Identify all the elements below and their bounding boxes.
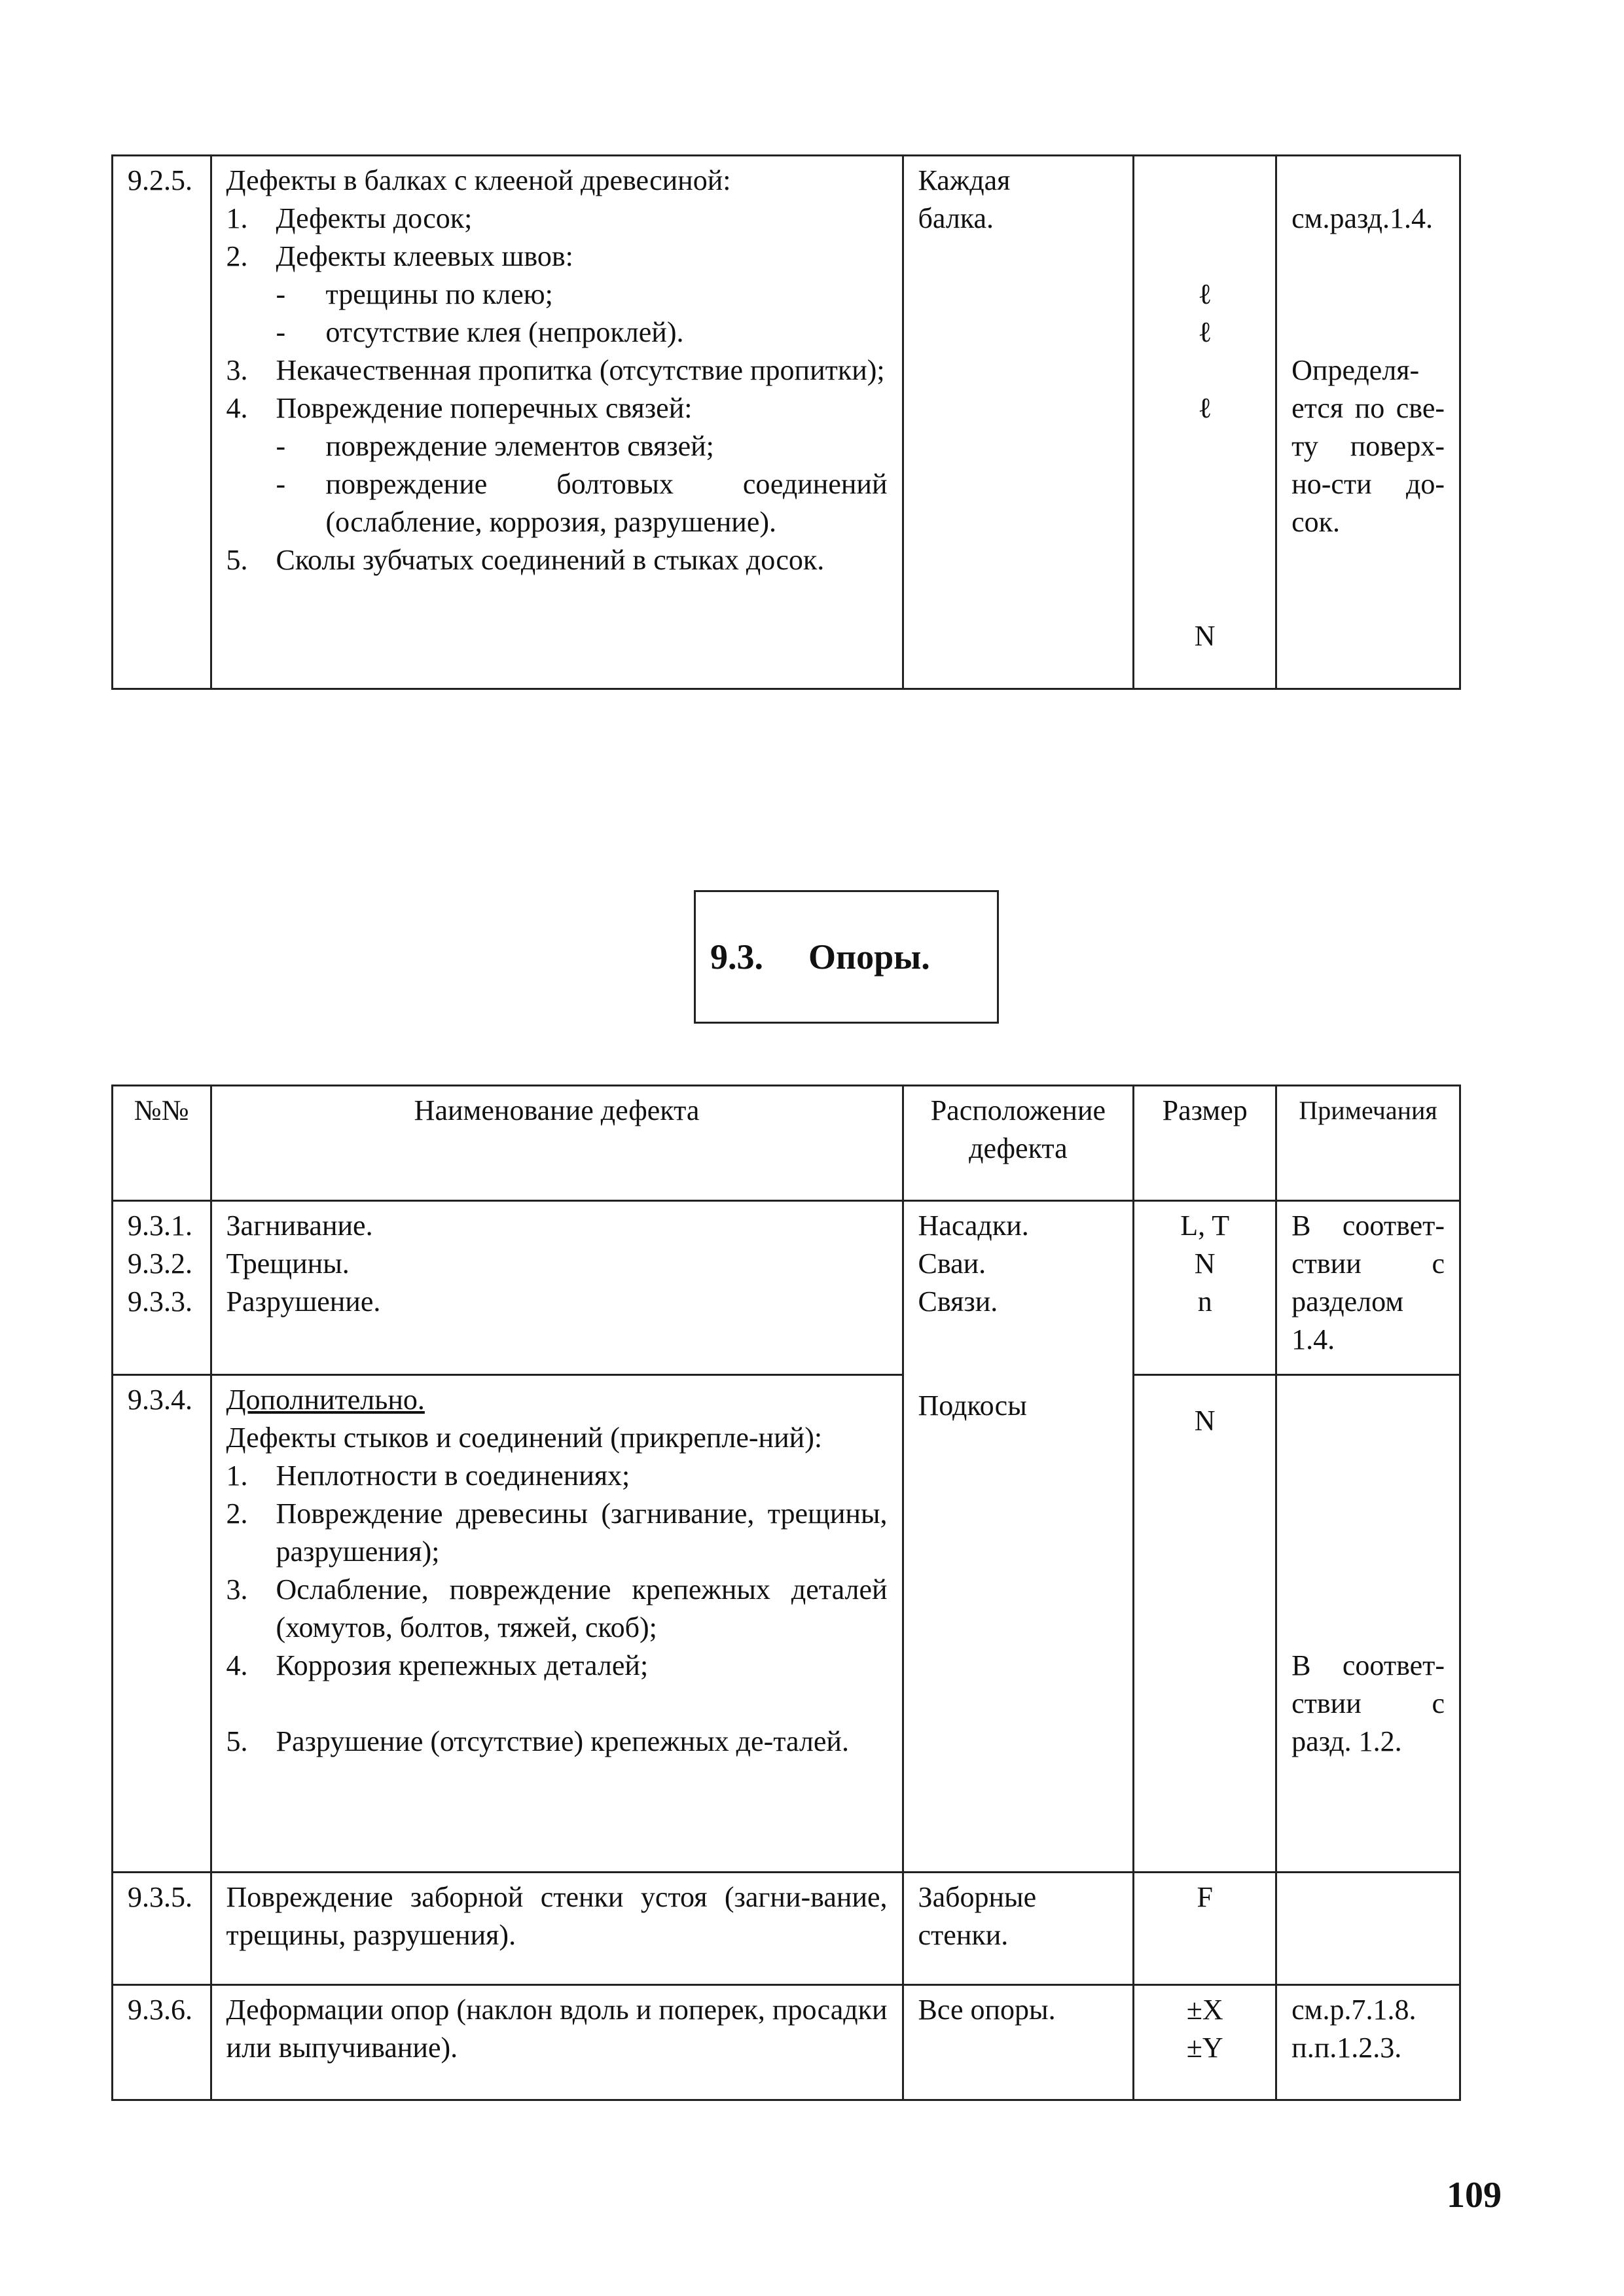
- header-name: Наименование дефекта: [211, 1086, 903, 1201]
- notes-cell: [1276, 1873, 1460, 1985]
- size-cell: ±X ±Y: [1134, 1985, 1276, 2100]
- header-size: Размер: [1134, 1086, 1276, 1201]
- size-value: ℓ: [1198, 316, 1212, 348]
- list-item: 1. Неплотности в соединениях;: [226, 1460, 630, 1492]
- list-item: 2. Повреждение древесины (загнивание, трещины, разрушения);: [226, 1498, 888, 1568]
- defect-name-cell: Загнивание. Трещины. Разрушение.: [211, 1201, 903, 1375]
- defects-table: [111, 1085, 1461, 2101]
- header-notes: Примечания: [1276, 1086, 1460, 1201]
- row-number: 9.2.5.: [113, 156, 211, 689]
- section-number: 9.3.: [710, 937, 763, 977]
- table-header-row: [113, 1086, 1460, 1201]
- table-row: [113, 1985, 1460, 2100]
- defect-title: Дефекты в балках с клееной древесиной:: [226, 164, 731, 196]
- location-cell: Заборные стенки.: [903, 1873, 1134, 1985]
- header-num: №№: [113, 1086, 211, 1201]
- defect-name-cell: [211, 156, 903, 689]
- size-value: ℓ: [1198, 278, 1212, 310]
- defect-name-cell: [211, 1375, 903, 1873]
- list-item: - отсутствие клея (непроклей).: [276, 316, 684, 348]
- list-item: 4. Коррозия крепежных деталей;: [226, 1649, 649, 1681]
- location-cell: Все опоры.: [903, 1985, 1134, 2100]
- page-number: 109: [1447, 2175, 1502, 2215]
- defect-name-cell: Повреждение заборной стенки устоя (загни-вание, трещины, разрушения).: [211, 1873, 903, 1985]
- location-cell: Подкосы: [903, 1375, 1134, 1873]
- row-number: 9.3.5.: [113, 1873, 211, 1985]
- list-item: - повреждение болтовых соединений (ослабление, коррозия, разрушение).: [276, 468, 888, 538]
- notes-cell: В соответ-ствии с разд. 1.2.: [1276, 1375, 1460, 1873]
- defect-name-cell: Деформации опор (наклон вдоль и поперек, просадки или выпучивание).: [211, 1985, 903, 2100]
- size-value: ℓ: [1198, 392, 1212, 424]
- notes-cell: см.р.7.1.8. п.п.1.2.3.: [1276, 1985, 1460, 2100]
- notes-cell: [1276, 156, 1460, 689]
- list-item: 4. Повреждение поперечных связей:: [226, 392, 693, 424]
- list-item: 3. Ослабление, повреждение крепежных деталей (хомутов, болтов, тяжей, скоб);: [226, 1573, 888, 1643]
- section-title: Опоры.: [808, 937, 930, 977]
- row-number: 9.3.4.: [113, 1375, 211, 1873]
- table-row: [113, 1201, 1460, 1375]
- list-item: - повреждение элементов связей;: [276, 430, 714, 462]
- defect-subheading: Дополнительно.: [226, 1384, 425, 1416]
- size-cell: [1134, 156, 1276, 689]
- row-number: 9.3.6.: [113, 1985, 211, 2100]
- list-item: 2. Дефекты клеевых швов:: [226, 240, 573, 272]
- list-item: 5. Разрушение (отсутствие) крепежных де-талей.: [226, 1725, 849, 1757]
- table-row: [113, 1873, 1460, 1985]
- location-cell: Каждая балка.: [903, 156, 1134, 689]
- list-item: 5. Сколы зубчатых соединений в стыках досок.: [226, 544, 825, 576]
- list-item: - трещины по клею;: [276, 278, 553, 310]
- list-item: 3. Некачественная пропитка (отсутствие пропитки);: [226, 354, 885, 386]
- size-value: N: [1194, 620, 1216, 652]
- note-ref: см.разд.1.4.: [1291, 202, 1434, 234]
- continuation-table: [111, 154, 1461, 690]
- size-cell: F: [1134, 1873, 1276, 1985]
- row-number: 9.3.1. 9.3.2. 9.3.3.: [113, 1201, 211, 1375]
- table-row: [113, 1375, 1460, 1873]
- notes-cell: В соответ-ствии с разделом 1.4.: [1276, 1201, 1460, 1375]
- note-text: Определя-ется по све-ту поверх-но-сти до-сок.: [1291, 354, 1445, 538]
- table-row: [113, 156, 1460, 689]
- defect-intro: Дефекты стыков и соединений (прикрепле-ний):: [226, 1422, 823, 1454]
- section-heading: [694, 890, 999, 1024]
- size-cell: N: [1134, 1375, 1276, 1873]
- size-cell: L, T N n: [1134, 1201, 1276, 1375]
- location-cell: Насадки. Сваи. Связи.: [903, 1201, 1134, 1375]
- list-item: 1. Дефекты досок;: [226, 202, 473, 234]
- header-location: Расположение дефекта: [903, 1086, 1134, 1201]
